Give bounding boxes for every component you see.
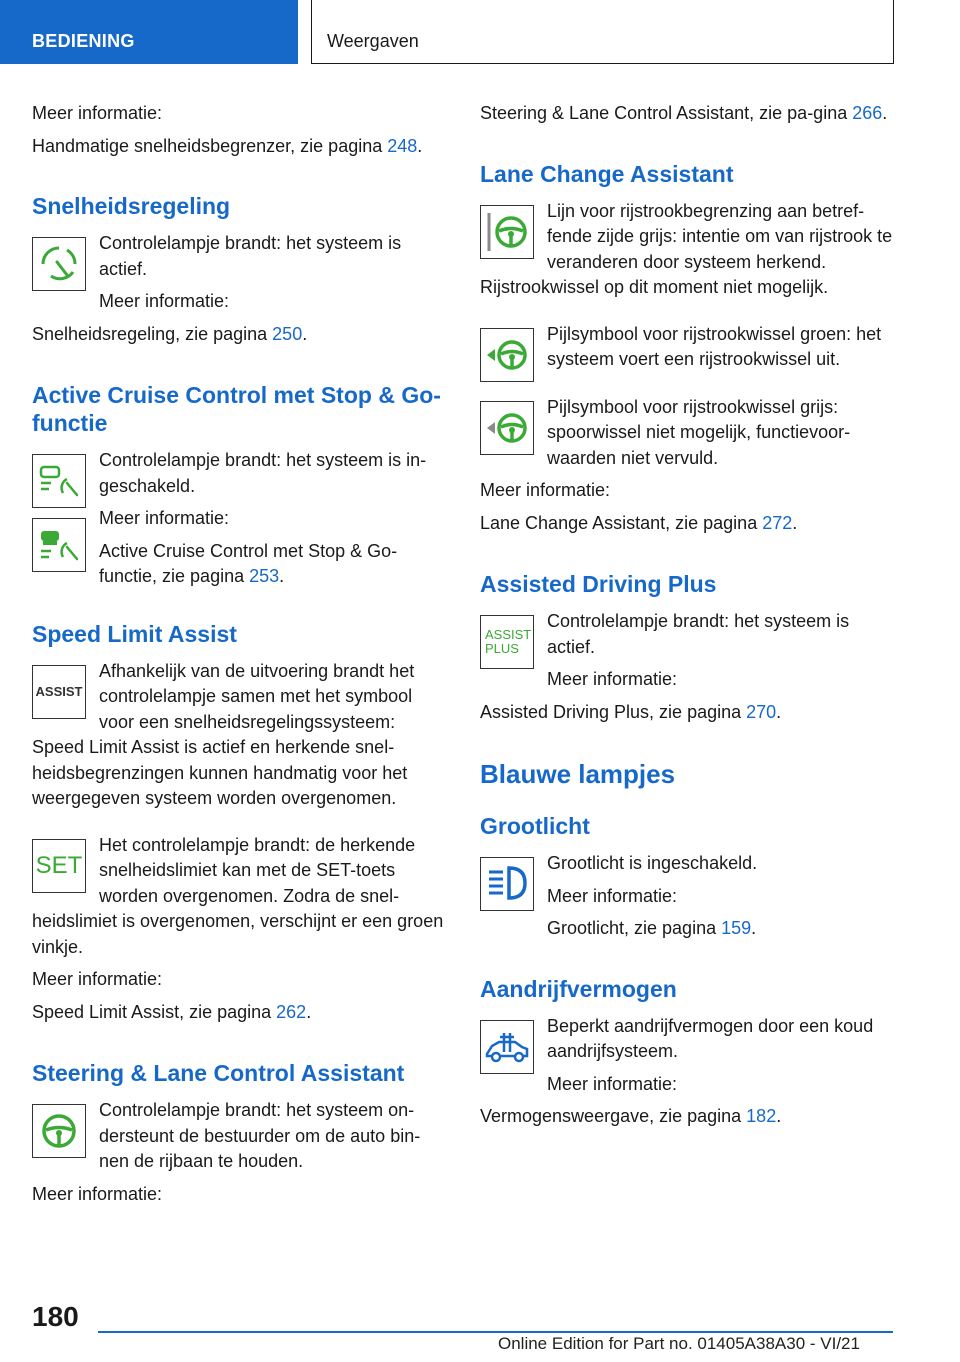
- heading-lca: Lane Change Assistant: [480, 160, 734, 187]
- heading-slca: Steering & Lane Control Assistant: [32, 1060, 405, 1086]
- set-icon: SET: [32, 839, 86, 893]
- assist-icon: ASSIST: [32, 665, 86, 719]
- acc-filled-icon: [32, 518, 86, 572]
- subsection-title: Weergaven: [327, 31, 419, 51]
- lane-line-steering-icon: [480, 205, 534, 259]
- lane-arrow-green-icon: [480, 328, 534, 382]
- page-link[interactable]: 182: [746, 1106, 777, 1126]
- page-link[interactable]: 262: [276, 1001, 307, 1022]
- indicator-aandrijfvermogen: Beperkt aandrijfvermogen door een koud aandrijfsysteem. Meer informatie:: [480, 1014, 896, 1098]
- high-beam-icon: [480, 857, 534, 911]
- adp-ref: Assisted Driving Plus, zie pagina 270.: [480, 701, 782, 722]
- page-link[interactable]: 248: [387, 135, 418, 156]
- acc-ref: Active Cruise Control met Stop & Go-functie, zie pagina 253.: [99, 540, 398, 586]
- speedometer-icon: [32, 237, 86, 291]
- indicator-set: SET Het controlelampje brandt: de herkende snelheidslimiet kan met de SET-toets worden overgenomen. Zodra de snel-: [32, 833, 448, 910]
- page-number: 180: [32, 1301, 79, 1332]
- heading-aandrijfvermogen: Aandrijfvermogen: [480, 975, 677, 1002]
- page-link[interactable]: 266: [852, 103, 883, 123]
- indicator-lca-gray: Pijlsymbool voor rijstrookwissel grijs: spoorwissel niet mogelijk, functievoor-waarden niet vervuld.: [480, 395, 896, 472]
- lane-arrow-gray-icon: [480, 401, 534, 455]
- right-column: Steering & Lane Control Assistant, zie pa-gina 266. Lane Change Assistant Lijn voor rijstrookbegrenzing aan betref-fende zijde grijs: intentie om van rijstrook te veranderen door systeem herkend. Rijstrookwissel op dit moment niet mogelijk. Pijlsymbool voor rijstrookwissel groen: het systeem voert een rijstrookwissel uit. Pijlsymbool voor rijstrookwissel grijs: spoorwissel niet mogelijk, functievoor-waarden niet vervuld. Meer informatie: Lane Change Assistant, zie pagina 272. Assisted Driving Plus ASSIST PLUS Controlelampje brandt: het systeem is actief. Meer informatie: Assisted Driving Plus, zie pagina 270. Blauwe lampjes Grootlicht Grootlicht is ingeschakeld. Meer informatie: Grootlicht, zie pagina 159. Aandrijfvermogen Beperkt aandrijfvermogen door een koud aandrijfsysteem. Meer informatie: Vermogensweergave, zie pagina 182.: [480, 101, 896, 1130]
- indicator-adp: ASSIST PLUS Controlelampje brandt: het systeem is actief. Meer informatie:: [480, 609, 896, 693]
- section-title: BEDIENING: [32, 31, 135, 51]
- heading-speed-limit-assist: Speed Limit Assist: [32, 620, 237, 647]
- section-tab: [0, 0, 298, 64]
- intro-more: Meer informatie:: [32, 103, 163, 123]
- page-link[interactable]: 159: [721, 918, 752, 938]
- page-link[interactable]: 253: [249, 566, 280, 586]
- indicator-lca-green: Pijlsymbool voor rijstrookwissel groen: het systeem voert een rijstrookwissel uit.: [480, 322, 896, 378]
- indicator-snelheidsregeling: Controlelampje brandt: het systeem is actief. Meer informatie:: [32, 231, 448, 315]
- heading-acc: Active Cruise Control met Stop & Go-functie: [32, 382, 441, 436]
- indicator-slca: Controlelampje brandt: het systeem on-dersteunt de bestuurder om de auto bin-nen de rijbaan te houden.: [32, 1098, 448, 1175]
- page-link[interactable]: 272: [762, 512, 793, 533]
- acc-outline-icon: [32, 454, 86, 508]
- sla-ref: Speed Limit Assist, zie pagina 262.: [32, 1001, 312, 1022]
- heading-grootlicht: Grootlicht: [480, 813, 590, 839]
- snelheid-ref: Snelheidsregeling, zie pagina 250.: [32, 323, 308, 344]
- slca-ref: Steering & Lane Control Assistant, zie pa-gina 266.: [480, 103, 888, 123]
- indicator-lca-line: Lijn voor rijstrookbegrenzing aan betref-fende zijde grijs: intentie om van rijstrook te veranderen door systeem herkend.: [480, 199, 896, 276]
- aandrijf-ref: Vermogensweergave, zie pagina 182.: [480, 1106, 782, 1126]
- intro-ref: Handmatige snelheidsbegrenzer, zie pagina 248.: [32, 135, 423, 156]
- heading-snelheidsregeling: Snelheidsregeling: [32, 193, 231, 219]
- indicator-acc: Controlelampje brandt: het systeem is in-geschakeld. Meer informatie: Active Cruise Control met Stop & Go-functie, zie pagina 253.: [32, 448, 448, 590]
- grootlicht-ref: Grootlicht, zie pagina 159.: [547, 918, 757, 938]
- page-link[interactable]: 250: [272, 323, 303, 344]
- indicator-grootlicht: Grootlicht is ingeschakeld. Meer informatie: Grootlicht, zie pagina 159.: [480, 851, 896, 942]
- heading-adp: Assisted Driving Plus: [480, 571, 717, 597]
- lca-ref: Lane Change Assistant, zie pagina 272.: [480, 512, 798, 533]
- left-column: Meer informatie: Handmatige snelheidsbegrenzer, zie pagina 248. Snelheidsregeling Controlelampje brandt: het systeem is actief. Meer informatie: Snelheidsregeling, zie pagina 250. Active Cruise Control met Stop & Go-functie Controlelampje brandt: het systeem is in-geschakeld. Meer informatie: Active Cruise Control met Stop & Go-functie, zie pagina 253. Speed Limit Assist ASSIST Afhankelijk van de uitvoering brandt het controlelampje samen met het symbool voor een snelheidsregelingssysteem: Speed Limit Assist is actief en herkende snel-heidsbegrenzingen kunnen handmatig voor het weergegeven systeem worden overgenomen. SET Het controlelampje brandt: de herkende snelheidslimiet kan met de SET-toets worden overgenomen. Zodra de snel- heidslimiet is overgenomen, verschijnt er een groen vinkje. Meer informatie: Speed Limit Assist, zie pagina 262. Steering & Lane Control Assistant Controlelampje brandt: het systeem on-dersteunt de bestuurder om de auto bin-nen de rijbaan te houden. Meer informatie:: [32, 101, 448, 1207]
- drive-power-icon: [480, 1020, 534, 1074]
- footer-rule: [98, 1331, 893, 1333]
- heading-blauwe-lampjes: Blauwe lampjes: [480, 759, 676, 789]
- steering-wheel-icon: [32, 1104, 86, 1158]
- indicator-sla: ASSIST Afhankelijk van de uitvoering brandt het controlelampje samen met het symbool voor een snelheidsregelingssysteem:: [32, 659, 448, 736]
- edition-note: Online Edition for Part no. 01405A38A30 - VI/21: [498, 1334, 860, 1353]
- subsection-tab: [311, 0, 894, 64]
- page-link[interactable]: 270: [746, 701, 777, 722]
- assist-plus-icon: ASSIST PLUS: [480, 615, 534, 669]
